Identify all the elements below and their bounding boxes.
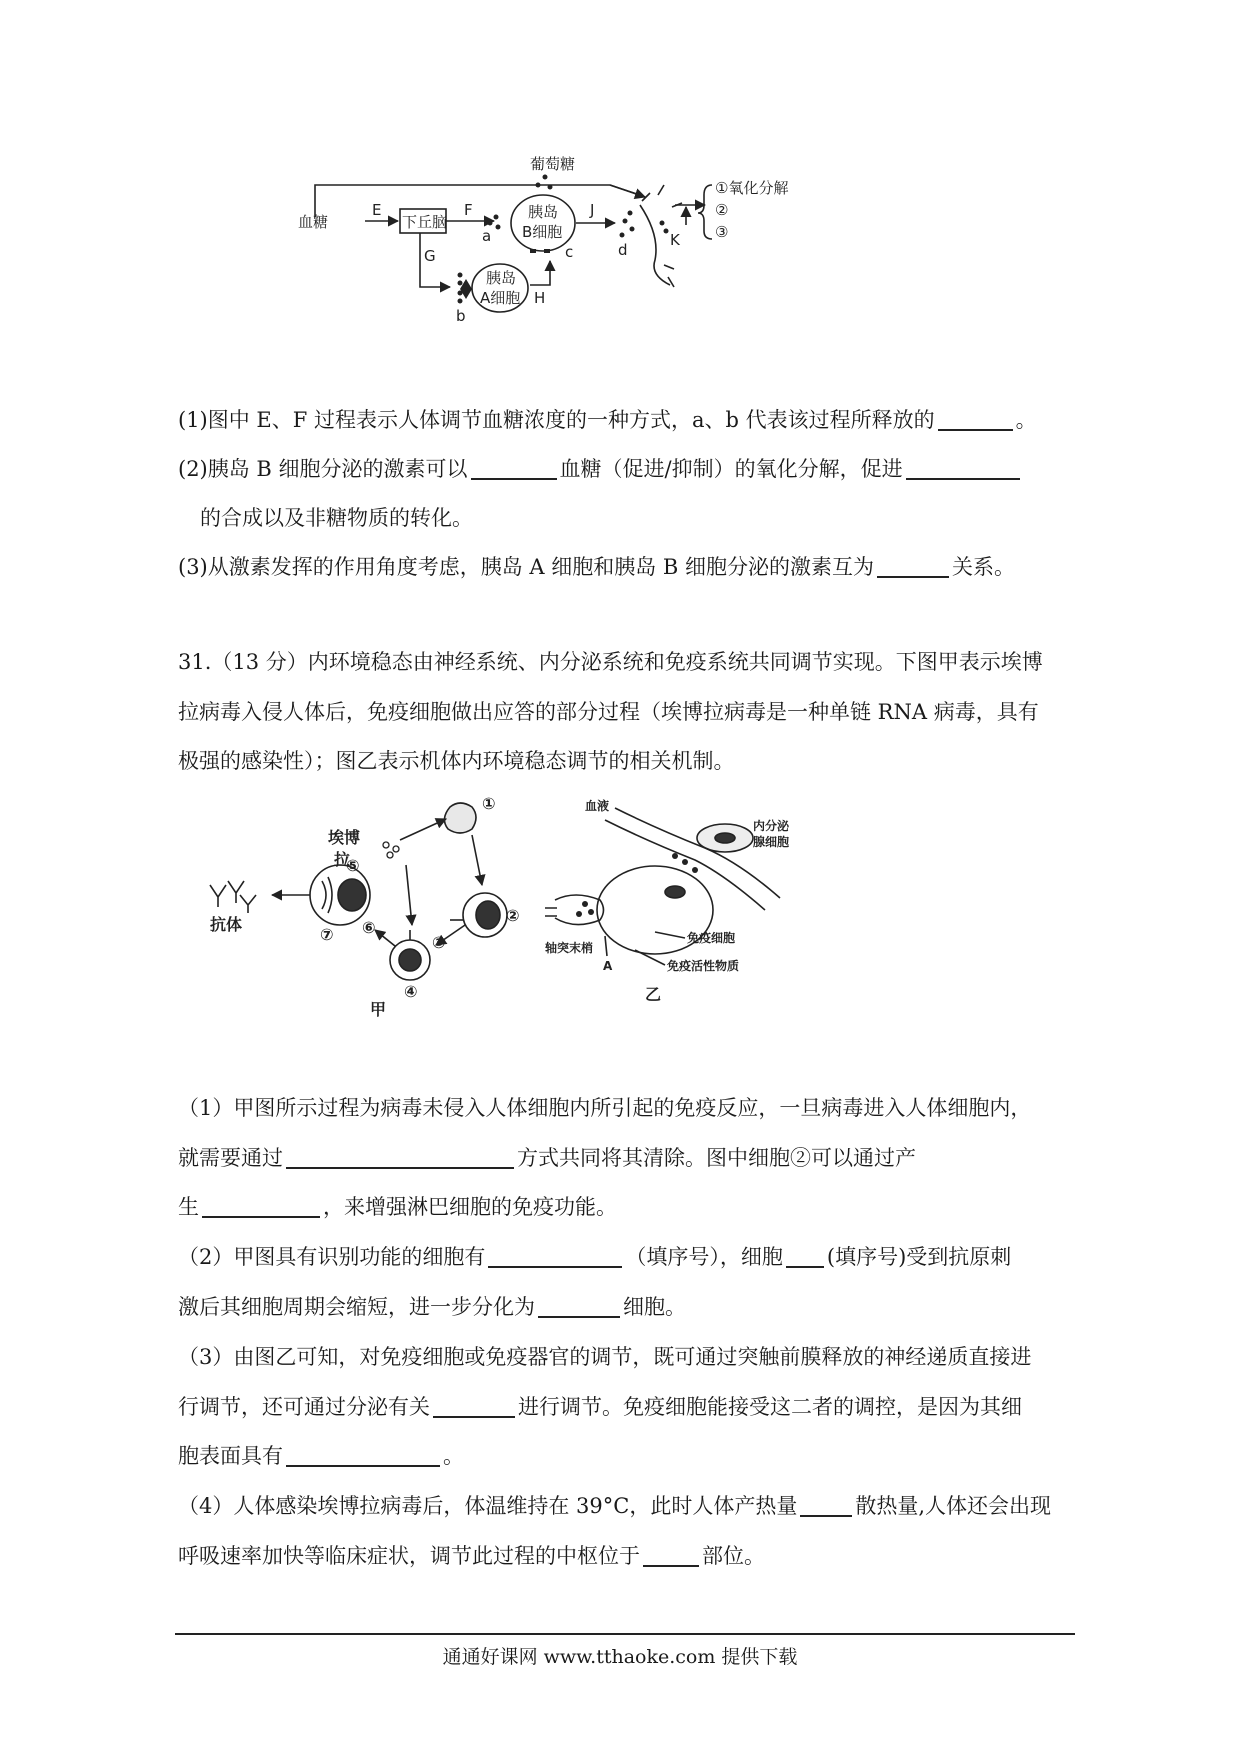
footer-source: 通通好课网 www.tthaoke.com 提供下载 [442, 1646, 798, 1668]
q1-text: (1)图中 E、F 过程表示人体调节血糖浓度的一种方式，a、b 代表该过程所释放的 [178, 408, 935, 432]
question-3 [178, 552, 1078, 582]
label-n5: ⑤ [346, 856, 360, 875]
p2-text-2b: 细胞。 [623, 1295, 686, 1319]
label-E: E [372, 201, 382, 219]
label-G: G [424, 247, 436, 265]
label-b: b [456, 307, 466, 325]
footer-divider [175, 1633, 1075, 1635]
p4-line2 [178, 1541, 1078, 1571]
label-islet-a-1: 胰岛 [486, 269, 517, 287]
caption-jia: 甲 [370, 1000, 387, 1019]
immune-diagram-jia [210, 795, 520, 1025]
p2-text-1a: （2）甲图具有识别功能的细胞有 [178, 1245, 486, 1269]
p2-line2 [178, 1292, 1078, 1322]
label-islet-b-2: B细胞 [522, 223, 563, 241]
q31-intro-text-2: 拉病毒入侵人体后，免疫细胞做出应答的部分过程（埃博拉病毒是一种单链 RNA 病毒，具有 [178, 700, 1039, 724]
q31-intro-1 [178, 647, 1078, 677]
p1-text-2a: 就需要通过 [178, 1146, 283, 1170]
label-out1: ①氧化分解 [715, 179, 789, 197]
p3-text-2b: 进行调节。免疫细胞能接受这二者的调控，是因为其细 [518, 1395, 1022, 1419]
label-glucose: 葡萄糖 [530, 155, 576, 173]
label-antibody: 抗体 [210, 915, 243, 934]
label-n7: ⑦ [320, 925, 334, 944]
p4-text-1b: 散热量,人体还会出现 [855, 1494, 1052, 1518]
q3-end: 关系。 [952, 555, 1016, 579]
label-islet-a-2: A细胞 [480, 289, 521, 307]
p1-line1 [178, 1093, 1078, 1123]
label-c: c [565, 243, 574, 261]
label-islet-b-1: 胰岛 [528, 203, 559, 221]
label-K: K [670, 231, 680, 249]
label-ebola-2: 拉 [334, 850, 351, 869]
q3-text: (3)从激素发挥的作用角度考虑，胰岛 A 细胞和胰岛 B 细胞分泌的激素互为 [178, 555, 875, 579]
q2-text-cont: 的合成以及非糖物质的转化。 [200, 506, 473, 530]
regulation-diagram-yi [545, 800, 815, 1010]
p3-blank-1[interactable] [433, 1394, 515, 1418]
label-F: F [464, 201, 473, 219]
p2-text-2a: 激后其细胞周期会缩短，进一步分化为 [178, 1295, 535, 1319]
p1-line2 [178, 1143, 1078, 1173]
label-blood-sugar: 血糖 [298, 213, 329, 231]
p4-text-1a: （4）人体感染埃博拉病毒后，体温维持在 39°C，此时人体产热量 [178, 1494, 798, 1518]
label-n2: ② [506, 906, 520, 925]
p2-blank-2[interactable] [786, 1244, 824, 1268]
label-endocrine-1: 内分泌 [753, 819, 790, 833]
label-J: J [590, 201, 595, 219]
label-out3: ③ [715, 223, 729, 241]
p1-blank-1[interactable] [286, 1145, 514, 1169]
p3-line1 [178, 1342, 1078, 1372]
p1-text-3a: 生 [178, 1195, 199, 1219]
p4-blank-1[interactable] [800, 1493, 852, 1517]
question-1 [178, 405, 1078, 435]
p4-text-2a: 呼吸速率加快等临床症状，调节此过程的中枢位于 [178, 1544, 640, 1568]
p3-line3 [178, 1441, 1078, 1471]
p3-blank-2[interactable] [286, 1443, 440, 1467]
p2-text-1b: （填序号），细胞 [625, 1245, 783, 1269]
q31-intro-2 [178, 697, 1078, 727]
q31-intro-3 [178, 746, 1078, 776]
caption-yi: 乙 [645, 985, 662, 1004]
p2-text-1c: (填序号)受到抗原刺 [826, 1245, 1012, 1269]
label-H: H [534, 289, 546, 307]
label-d: d [618, 241, 628, 259]
label-n1: ① [482, 794, 496, 813]
blood-sugar-diagram [298, 155, 940, 365]
p1-text-2b: 方式共同将其清除。图中细胞②可以通过产 [517, 1146, 916, 1170]
label-n4: ④ [404, 982, 418, 1001]
q3-blank[interactable] [877, 554, 949, 578]
label-A: A [603, 959, 613, 973]
p2-line1 [178, 1242, 1078, 1272]
p4-text-2b: 部位。 [702, 1544, 765, 1568]
q1-blank[interactable] [938, 407, 1013, 431]
p1-line3 [178, 1192, 1078, 1222]
label-out2: ② [715, 201, 729, 219]
p3-text-1: （3）由图乙可知，对免疫细胞或免疫器官的调节，既可通过突触前膜释放的神经递质直接进 [178, 1345, 1032, 1369]
label-n3: ③ [432, 933, 446, 952]
p4-blank-2[interactable] [643, 1543, 699, 1567]
label-endocrine-2: 腺细胞 [753, 835, 790, 849]
q31-intro-text-3: 极强的感染性）；图乙表示机体内环境稳态调节的相关机制。 [178, 749, 735, 773]
question-2-cont [200, 503, 1100, 533]
q31-intro-text-1: 31.（13 分）内环境稳态由神经系统、内分泌系统和免疫系统共同调节实现。下图甲表示埃博 [178, 650, 1043, 674]
p1-text-3b: ，来增强淋巴细胞的免疫功能。 [323, 1195, 617, 1219]
p2-blank-1[interactable] [488, 1244, 622, 1268]
p1-text-1: （1）甲图所示过程为病毒未侵入人体细胞内所引起的免疫反应，一旦病毒进入人体细胞内， [178, 1096, 1032, 1120]
p2-blank-3[interactable] [538, 1294, 620, 1318]
q2-text-mid: 血糖（促进/抑制）的氧化分解，促进 [559, 457, 903, 481]
p3-text-3b: 。 [443, 1444, 464, 1468]
question-2 [178, 454, 1078, 484]
label-axon: 轴突末梢 [545, 941, 594, 955]
q2-text: (2)胰岛 B 细胞分泌的激素可以 [178, 457, 468, 481]
label-n6: ⑥ [362, 918, 376, 937]
label-blood: 血液 [585, 799, 610, 813]
q2-blank-1[interactable] [471, 456, 557, 480]
label-ebola-1: 埃博 [328, 828, 361, 847]
p3-line2 [178, 1392, 1078, 1422]
p1-blank-2[interactable] [202, 1194, 320, 1218]
p4-line1 [178, 1491, 1078, 1521]
label-a: a [482, 227, 492, 245]
q2-blank-2[interactable] [906, 456, 1020, 480]
label-active-substance: 免疫活性物质 [667, 959, 740, 973]
p3-text-3a: 胞表面具有 [178, 1444, 283, 1468]
q1-end: 。 [1015, 408, 1037, 432]
label-hypothalamus: 下丘脑 [402, 213, 448, 231]
liver-membrane [640, 205, 670, 285]
label-immune-cell: 免疫细胞 [687, 931, 736, 945]
p3-text-2a: 行调节，还可通过分泌有关 [178, 1395, 430, 1419]
